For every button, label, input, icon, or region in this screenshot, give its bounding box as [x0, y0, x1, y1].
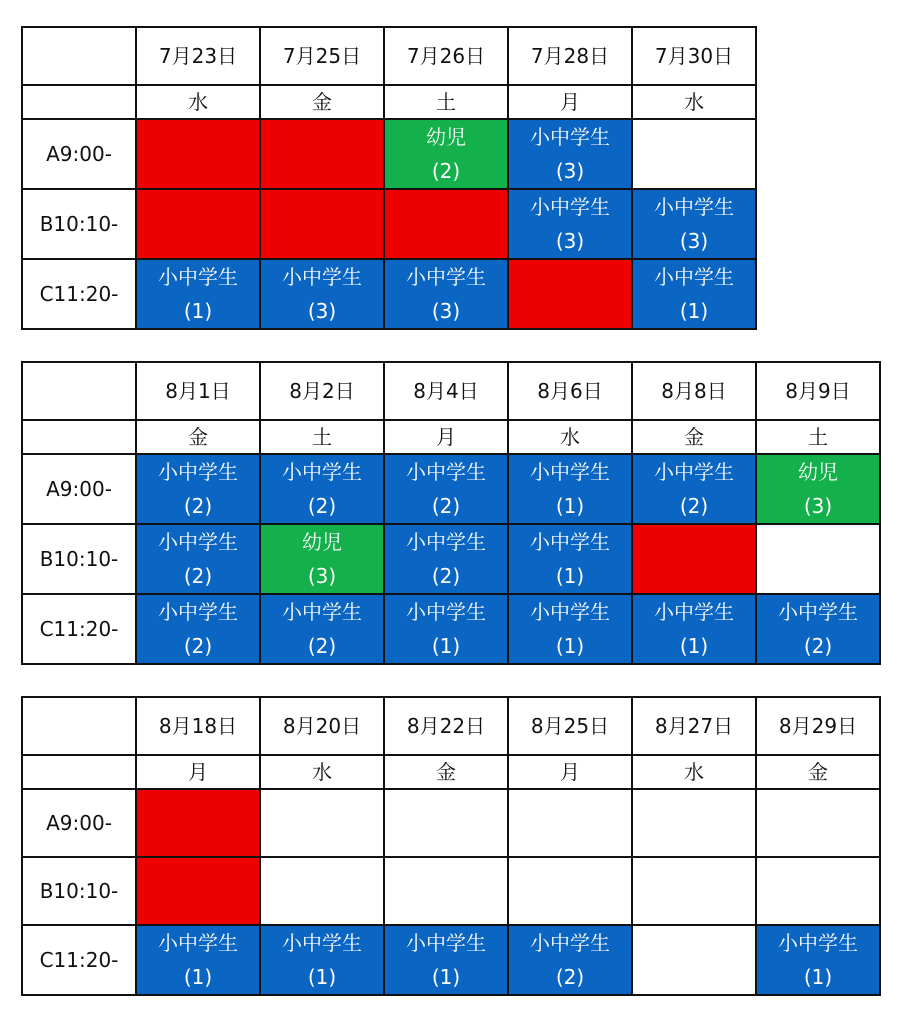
slot-count: (1)	[431, 965, 461, 989]
date-header: 8月1日	[136, 362, 260, 420]
slot-group-name: 幼児	[426, 125, 466, 149]
slot-count: (1)	[555, 564, 585, 588]
slot-count: (1)	[803, 965, 833, 989]
time-slot-label: C11:20-	[22, 259, 136, 329]
weekday-header: 金	[136, 420, 260, 454]
slot-cell-open	[756, 857, 880, 925]
slot-cell-full	[260, 119, 384, 189]
time-slot-row	[22, 259, 756, 329]
slot-count: (3)	[679, 229, 709, 253]
slot-cell-full	[632, 524, 756, 594]
date-header: 8月27日	[632, 697, 756, 755]
slot-cell-open	[632, 119, 756, 189]
slot-group-name: 小中学生	[406, 460, 486, 484]
slot-cell-elementary	[632, 454, 756, 524]
corner-cell	[22, 85, 136, 119]
slot-count: (2)	[803, 634, 833, 658]
slot-cell-open	[632, 789, 756, 857]
date-header: 7月28日	[508, 27, 632, 85]
corner-cell	[22, 420, 136, 454]
time-slot-row	[22, 857, 880, 925]
slot-cell-elementary	[756, 925, 880, 995]
slot-cell-elementary	[260, 454, 384, 524]
time-slot-row	[22, 454, 880, 524]
slot-count: (2)	[431, 564, 461, 588]
slot-group-name: 小中学生	[778, 600, 858, 624]
date-header: 7月30日	[632, 27, 756, 85]
slot-cell-elementary	[136, 524, 260, 594]
slot-cell-elementary	[136, 594, 260, 664]
slot-cell-elementary	[384, 594, 508, 664]
time-slot-label: B10:10-	[22, 189, 136, 259]
slot-cell-open	[260, 789, 384, 857]
slot-group-name: 幼児	[798, 460, 838, 484]
slot-cell-open	[260, 857, 384, 925]
date-header: 7月26日	[384, 27, 508, 85]
slot-cell-full	[136, 119, 260, 189]
slot-count: (1)	[183, 965, 213, 989]
slot-group-name: 小中学生	[530, 125, 610, 149]
slot-group-name: 小中学生	[158, 931, 238, 955]
slot-group-name: 小中学生	[406, 600, 486, 624]
date-header: 8月9日	[756, 362, 880, 420]
slot-group-name: 小中学生	[530, 530, 610, 554]
time-slot-label: C11:20-	[22, 925, 136, 995]
slot-count: (1)	[679, 299, 709, 323]
slot-cell-infant	[384, 119, 508, 189]
weekday-header: 土	[260, 420, 384, 454]
slot-count: (3)	[307, 564, 337, 588]
slot-cell-elementary	[508, 189, 632, 259]
slot-cell-elementary	[384, 524, 508, 594]
weekday-header: 月	[384, 420, 508, 454]
slot-count: (1)	[431, 634, 461, 658]
date-header-row	[22, 27, 756, 85]
time-slot-row	[22, 524, 880, 594]
weekday-header-row	[22, 755, 880, 789]
time-slot-row	[22, 189, 756, 259]
corner-cell	[22, 362, 136, 420]
weekday-header: 金	[756, 755, 880, 789]
slot-count: (3)	[307, 299, 337, 323]
slot-count: (1)	[307, 965, 337, 989]
slot-group-name: 小中学生	[282, 460, 362, 484]
weekday-header: 水	[632, 85, 756, 119]
slot-count: (3)	[431, 299, 461, 323]
slot-cell-open	[756, 524, 880, 594]
weekday-header: 金	[632, 420, 756, 454]
slot-group-name: 小中学生	[282, 931, 362, 955]
slot-cell-open	[632, 857, 756, 925]
slot-group-name: 幼児	[302, 530, 342, 554]
slot-cell-full	[136, 789, 260, 857]
time-slot-label: C11:20-	[22, 594, 136, 664]
slot-group-name: 小中学生	[530, 931, 610, 955]
slot-cell-elementary	[508, 454, 632, 524]
weekday-header: 月	[136, 755, 260, 789]
slot-group-name: 小中学生	[530, 195, 610, 219]
schedule-table-august-early	[21, 361, 881, 665]
date-header: 8月2日	[260, 362, 384, 420]
weekday-header: 月	[508, 85, 632, 119]
slot-group-name: 小中学生	[778, 931, 858, 955]
slot-cell-open	[508, 857, 632, 925]
time-slot-row	[22, 789, 880, 857]
slot-count: (1)	[555, 494, 585, 518]
slot-cell-elementary	[632, 189, 756, 259]
slot-count: (2)	[183, 494, 213, 518]
date-header: 7月23日	[136, 27, 260, 85]
slot-cell-elementary	[632, 259, 756, 329]
weekday-header-row	[22, 85, 756, 119]
date-header: 8月20日	[260, 697, 384, 755]
time-slot-row	[22, 594, 880, 664]
date-header-row	[22, 362, 880, 420]
slot-cell-infant	[260, 524, 384, 594]
slot-group-name: 小中学生	[530, 460, 610, 484]
weekday-header: 月	[508, 755, 632, 789]
date-header: 8月8日	[632, 362, 756, 420]
weekday-header-row	[22, 420, 880, 454]
slot-cell-elementary	[136, 259, 260, 329]
date-header: 8月4日	[384, 362, 508, 420]
time-slot-row	[22, 925, 880, 995]
slot-group-name: 小中学生	[406, 530, 486, 554]
corner-cell	[22, 755, 136, 789]
weekday-header: 土	[384, 85, 508, 119]
slot-group-name: 小中学生	[158, 460, 238, 484]
time-slot-label: A9:00-	[22, 454, 136, 524]
slot-count: (2)	[183, 564, 213, 588]
weekday-header: 金	[384, 755, 508, 789]
slot-group-name: 小中学生	[654, 460, 734, 484]
slot-cell-elementary	[260, 259, 384, 329]
slot-cell-open	[756, 789, 880, 857]
slot-group-name: 小中学生	[654, 195, 734, 219]
slot-cell-elementary	[136, 925, 260, 995]
date-header: 7月25日	[260, 27, 384, 85]
weekday-header: 金	[260, 85, 384, 119]
slot-cell-elementary	[384, 454, 508, 524]
slot-cell-elementary	[508, 119, 632, 189]
schedule-table-july	[21, 26, 757, 330]
slot-count: (2)	[679, 494, 709, 518]
slot-count: (2)	[307, 494, 337, 518]
slot-group-name: 小中学生	[282, 600, 362, 624]
time-slot-row	[22, 119, 756, 189]
slot-cell-full	[136, 857, 260, 925]
slot-group-name: 小中学生	[282, 265, 362, 289]
slot-cell-full	[384, 189, 508, 259]
date-header: 8月6日	[508, 362, 632, 420]
slot-count: (2)	[307, 634, 337, 658]
slot-cell-elementary	[508, 925, 632, 995]
slot-group-name: 小中学生	[530, 600, 610, 624]
time-slot-label: B10:10-	[22, 524, 136, 594]
slot-cell-elementary	[260, 925, 384, 995]
slot-cell-full	[136, 189, 260, 259]
slot-cell-open	[508, 789, 632, 857]
slot-cell-elementary	[508, 524, 632, 594]
schedule-table-august-late	[21, 696, 881, 996]
weekday-header: 水	[632, 755, 756, 789]
slot-count: (1)	[555, 634, 585, 658]
slot-count: (3)	[555, 159, 585, 183]
slot-cell-full	[508, 259, 632, 329]
slot-cell-elementary	[508, 594, 632, 664]
slot-count: (3)	[555, 229, 585, 253]
slot-group-name: 小中学生	[158, 600, 238, 624]
slot-cell-elementary	[260, 594, 384, 664]
slot-cell-elementary	[136, 454, 260, 524]
slot-count: (1)	[679, 634, 709, 658]
slot-cell-elementary	[384, 259, 508, 329]
corner-cell	[22, 27, 136, 85]
date-header: 8月18日	[136, 697, 260, 755]
slot-cell-open	[384, 857, 508, 925]
time-slot-label: A9:00-	[22, 789, 136, 857]
slot-cell-infant	[756, 454, 880, 524]
slot-cell-full	[260, 189, 384, 259]
slot-cell-open	[384, 789, 508, 857]
slot-group-name: 小中学生	[406, 265, 486, 289]
slot-cell-elementary	[756, 594, 880, 664]
weekday-header: 水	[136, 85, 260, 119]
slot-group-name: 小中学生	[158, 265, 238, 289]
weekday-header: 土	[756, 420, 880, 454]
slot-group-name: 小中学生	[406, 931, 486, 955]
time-slot-label: A9:00-	[22, 119, 136, 189]
date-header-row	[22, 697, 880, 755]
slot-count: (2)	[183, 634, 213, 658]
slot-count: (2)	[431, 159, 461, 183]
slot-count: (2)	[431, 494, 461, 518]
weekday-header: 水	[260, 755, 384, 789]
corner-cell	[22, 697, 136, 755]
date-header: 8月22日	[384, 697, 508, 755]
date-header: 8月25日	[508, 697, 632, 755]
slot-count: (2)	[555, 965, 585, 989]
date-header: 8月29日	[756, 697, 880, 755]
slot-count: (3)	[803, 494, 833, 518]
slot-group-name: 小中学生	[654, 600, 734, 624]
slot-cell-elementary	[384, 925, 508, 995]
time-slot-label: B10:10-	[22, 857, 136, 925]
slot-count: (1)	[183, 299, 213, 323]
slot-cell-elementary	[632, 594, 756, 664]
slot-cell-open	[632, 925, 756, 995]
weekday-header: 水	[508, 420, 632, 454]
slot-group-name: 小中学生	[158, 530, 238, 554]
slot-group-name: 小中学生	[654, 265, 734, 289]
